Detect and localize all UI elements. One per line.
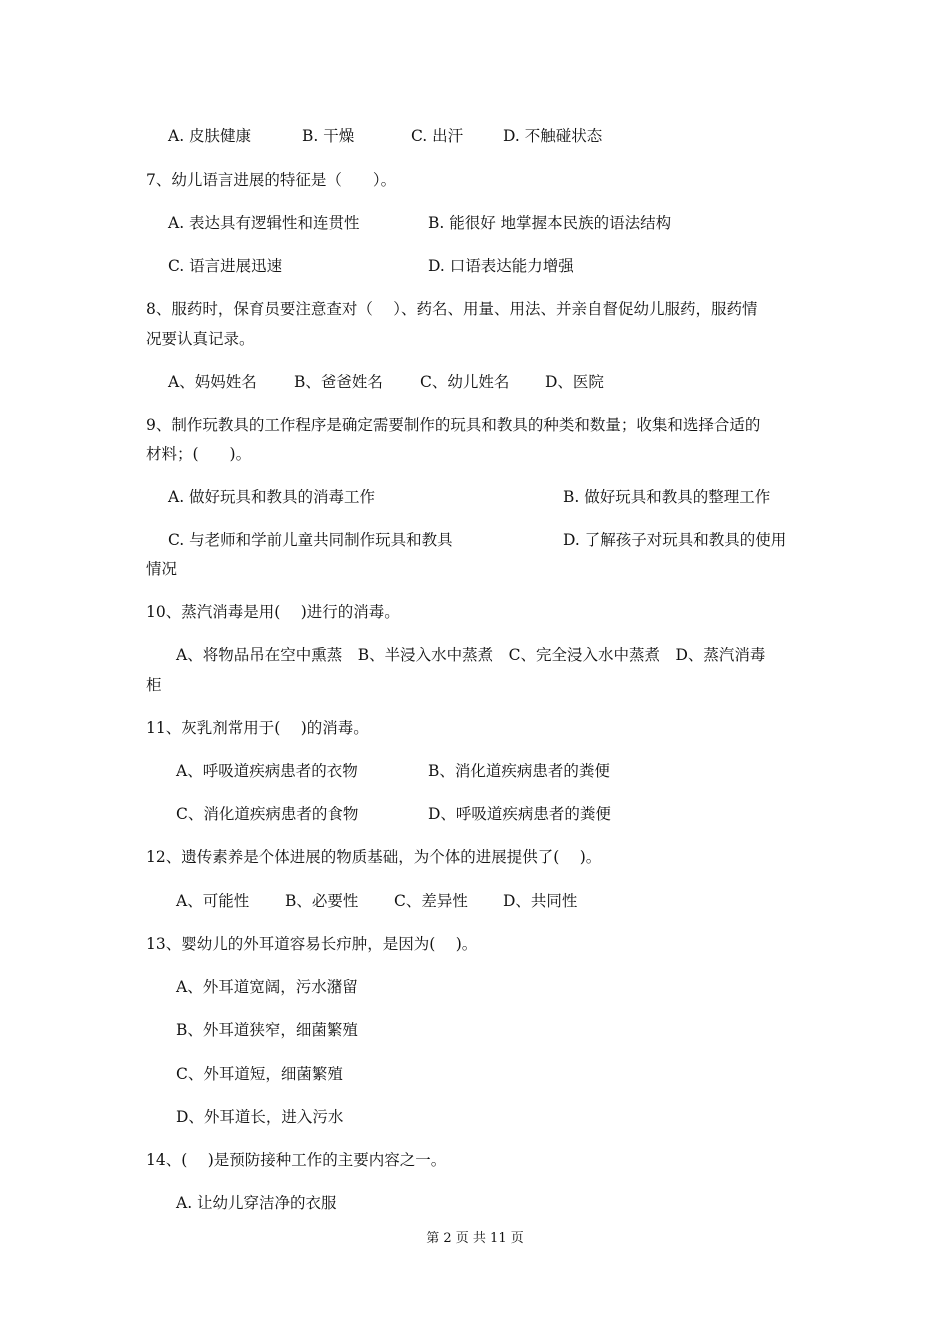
q8-option-b: B、爸爸姓名 — [294, 373, 383, 391]
q8-option-d: D、医院 — [545, 373, 604, 391]
q9-option-d: D. 了解孩子对玩具和教具的使用 — [563, 531, 787, 549]
q11-option-d: D、呼吸道疾病患者的粪便 — [428, 805, 611, 823]
q7-stem: 7、幼儿语言进展的特征是（ ）。 — [146, 171, 397, 189]
q8-option-a: A、妈妈姓名 — [168, 373, 257, 391]
q10-options-continued: 柜 — [146, 676, 162, 694]
page-footer: 第 2 页 共 11 页 — [426, 1231, 524, 1246]
q12-option-c: C、差异性 — [394, 892, 468, 910]
q9-option-a: A. 做好玩具和教具的消毒工作 — [168, 488, 376, 506]
q6-option-b: B. 干燥 — [302, 127, 355, 145]
q6-option-c: C. 出汗 — [411, 127, 464, 145]
q10-stem: 10、蒸汽消毒是用( )进行的消毒。 — [146, 603, 400, 621]
q8-stem-line1: 8、服药时，保育员要注意查对（ ）、药名、用量、用法、并亲自督促幼儿服药，服药情 — [146, 300, 758, 318]
q7-option-c: C. 语言进展迅速 — [168, 257, 283, 275]
q13-option-a: A、外耳道宽阔，污水潴留 — [176, 978, 358, 996]
q6-option-a: A. 皮肤健康 — [168, 127, 252, 145]
q7-option-b: B. 能很好 地掌握本民族的语法结构 — [428, 214, 672, 232]
q7-option-a: A. 表达具有逻辑性和连贯性 — [168, 214, 360, 232]
q11-option-a: A、呼吸道疾病患者的衣物 — [176, 762, 358, 780]
q9-stem-line1: 9、制作玩教具的工作程序是确定需要制作的玩具和教具的种类和数量；收集和选择合适的 — [146, 416, 761, 434]
q13-option-d: D、外耳道长，进入污水 — [176, 1108, 344, 1126]
q11-stem: 11、灰乳剂常用于( )的消毒。 — [146, 719, 369, 737]
q12-stem: 12、遗传素养是个体进展的物质基础，为个体的进展提供了( )。 — [146, 848, 602, 866]
q14-option-a: A. 让幼儿穿洁净的衣服 — [176, 1194, 337, 1212]
q12-option-d: D、共同性 — [503, 892, 578, 910]
q9-option-c: C. 与老师和学前儿童共同制作玩具和教具 — [168, 531, 453, 549]
q14-stem: 14、( )是预防接种工作的主要内容之一。 — [146, 1151, 447, 1169]
q7-option-d: D. 口语表达能力增强 — [428, 257, 574, 275]
q13-option-b: B、外耳道狭窄，细菌繁殖 — [176, 1021, 358, 1039]
q8-option-c: C、幼儿姓名 — [420, 373, 510, 391]
q12-option-a: A、可能性 — [176, 892, 250, 910]
q9-stem-line2: 材料；( )。 — [146, 445, 252, 463]
q9-option-b: B. 做好玩具和教具的整理工作 — [563, 488, 771, 506]
q9-option-d-continued: 情况 — [146, 560, 178, 578]
q10-options: A、将物品吊在空中熏蒸 B、半浸入水中蒸煮 C、完全浸入水中蒸煮 D、蒸汽消毒 — [176, 646, 766, 664]
q6-option-d: D. 不触碰状态 — [503, 127, 603, 145]
q11-option-c: C、消化道疾病患者的食物 — [176, 805, 359, 823]
q13-option-c: C、外耳道短，细菌繁殖 — [176, 1065, 343, 1083]
q8-stem-line2: 况要认真记录。 — [146, 330, 255, 348]
q11-option-b: B、消化道疾病患者的粪便 — [428, 762, 610, 780]
q13-stem: 13、婴幼儿的外耳道容易长疖肿，是因为( )。 — [146, 935, 478, 953]
q12-option-b: B、必要性 — [285, 892, 359, 910]
